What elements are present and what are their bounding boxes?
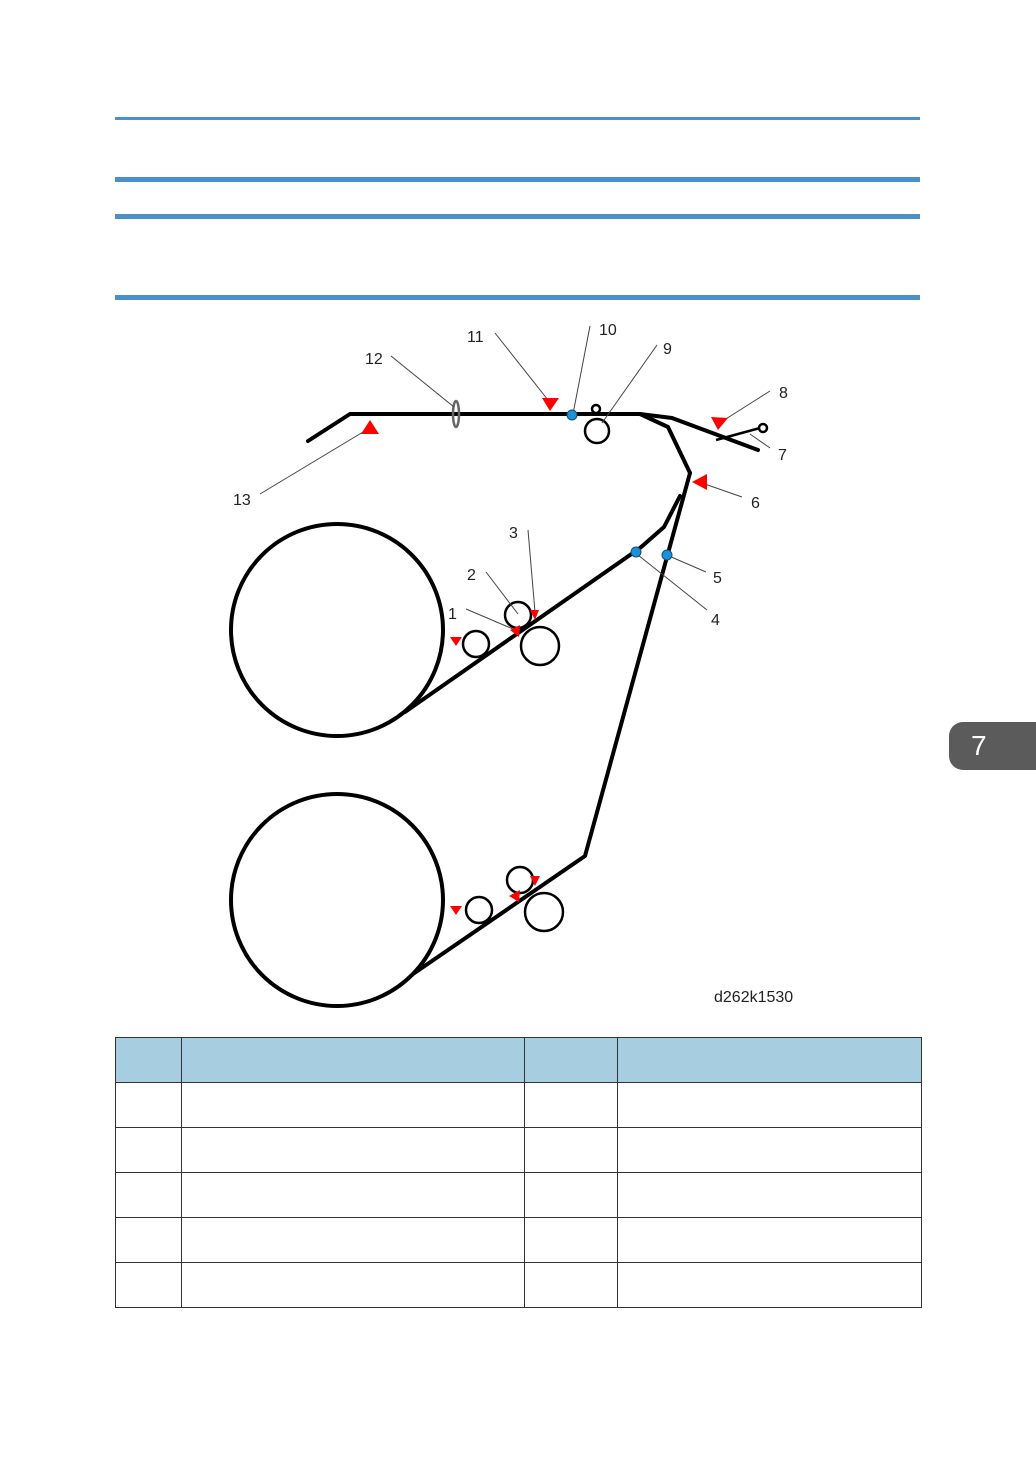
table-cell <box>525 1173 618 1218</box>
chapter-tab-label: 7 <box>971 730 987 761</box>
table-row <box>116 1083 922 1128</box>
table-header-cell <box>182 1038 525 1083</box>
exit-idler <box>759 424 767 432</box>
header-rule-top <box>115 117 920 120</box>
table-row <box>116 1218 922 1263</box>
callout-7: 7 <box>778 447 787 464</box>
sensor-6-marker <box>692 474 707 490</box>
table-header-cell <box>116 1038 182 1083</box>
lower-feed-roller <box>525 893 563 931</box>
parts-table <box>115 1037 922 1308</box>
table-cell <box>182 1218 525 1263</box>
table-cell <box>182 1083 525 1128</box>
upper-feed-path <box>405 496 680 712</box>
registration-idler <box>592 405 600 413</box>
table-row <box>116 1128 922 1173</box>
table-cell <box>182 1263 525 1308</box>
table-cell <box>618 1173 922 1218</box>
exit-path <box>640 414 758 450</box>
callout-6: 6 <box>751 495 760 512</box>
callout-11: 11 <box>467 329 484 346</box>
callout-3: 3 <box>509 525 518 542</box>
lower-pickup-marker <box>450 906 462 915</box>
table-header-cell <box>618 1038 922 1083</box>
callout-2: 2 <box>467 567 476 584</box>
sensor-4-dot <box>631 547 641 557</box>
table-cell <box>618 1128 922 1173</box>
table-cell <box>116 1083 182 1128</box>
table-row <box>116 1263 922 1308</box>
upper-pickup-marker <box>450 637 462 646</box>
table-row <box>116 1173 922 1218</box>
table-header-cell <box>525 1038 618 1083</box>
callout-10: 10 <box>599 322 617 339</box>
table-cell <box>525 1128 618 1173</box>
table-cell <box>116 1173 182 1218</box>
table-cell <box>525 1218 618 1263</box>
lower-feed-path <box>413 473 690 974</box>
table-cell <box>525 1083 618 1128</box>
sensor-13-marker <box>361 420 379 434</box>
sensor-8-marker <box>711 417 728 430</box>
sensor-10-dot <box>567 410 577 420</box>
table-cell <box>116 1128 182 1173</box>
lower-pickup-roller <box>466 897 492 923</box>
sensor-11-marker <box>542 398 559 411</box>
upper-paper-roll <box>231 524 443 736</box>
table-cell <box>182 1128 525 1173</box>
figure-code: d262k1530 <box>714 989 794 1006</box>
table-cell <box>618 1083 922 1128</box>
callout-13: 13 <box>233 492 251 509</box>
chapter-tab[interactable] <box>949 722 1036 770</box>
section-rule-1 <box>115 177 920 182</box>
table-header-row <box>116 1038 922 1083</box>
registration-roller <box>585 419 609 443</box>
paper-path-diagram <box>0 300 1036 1030</box>
upper-pickup-roller <box>463 631 489 657</box>
sensor-5-dot <box>662 550 672 560</box>
callout-1: 1 <box>448 606 457 623</box>
callout-9: 9 <box>663 341 672 358</box>
callout-8: 8 <box>779 385 788 402</box>
upper-feed-roller <box>521 627 559 665</box>
callout-4: 4 <box>711 612 720 629</box>
table-cell <box>116 1218 182 1263</box>
table-cell <box>618 1263 922 1308</box>
callout-5: 5 <box>713 570 722 587</box>
table-cell <box>182 1173 525 1218</box>
table-cell <box>618 1218 922 1263</box>
lower-separation-roller <box>507 867 533 893</box>
top-paper-path <box>308 414 690 473</box>
table-cell <box>116 1263 182 1308</box>
callout-12: 12 <box>365 351 383 368</box>
table-cell <box>525 1263 618 1308</box>
section-rule-2 <box>115 214 920 219</box>
upper-separation-roller <box>505 602 531 628</box>
